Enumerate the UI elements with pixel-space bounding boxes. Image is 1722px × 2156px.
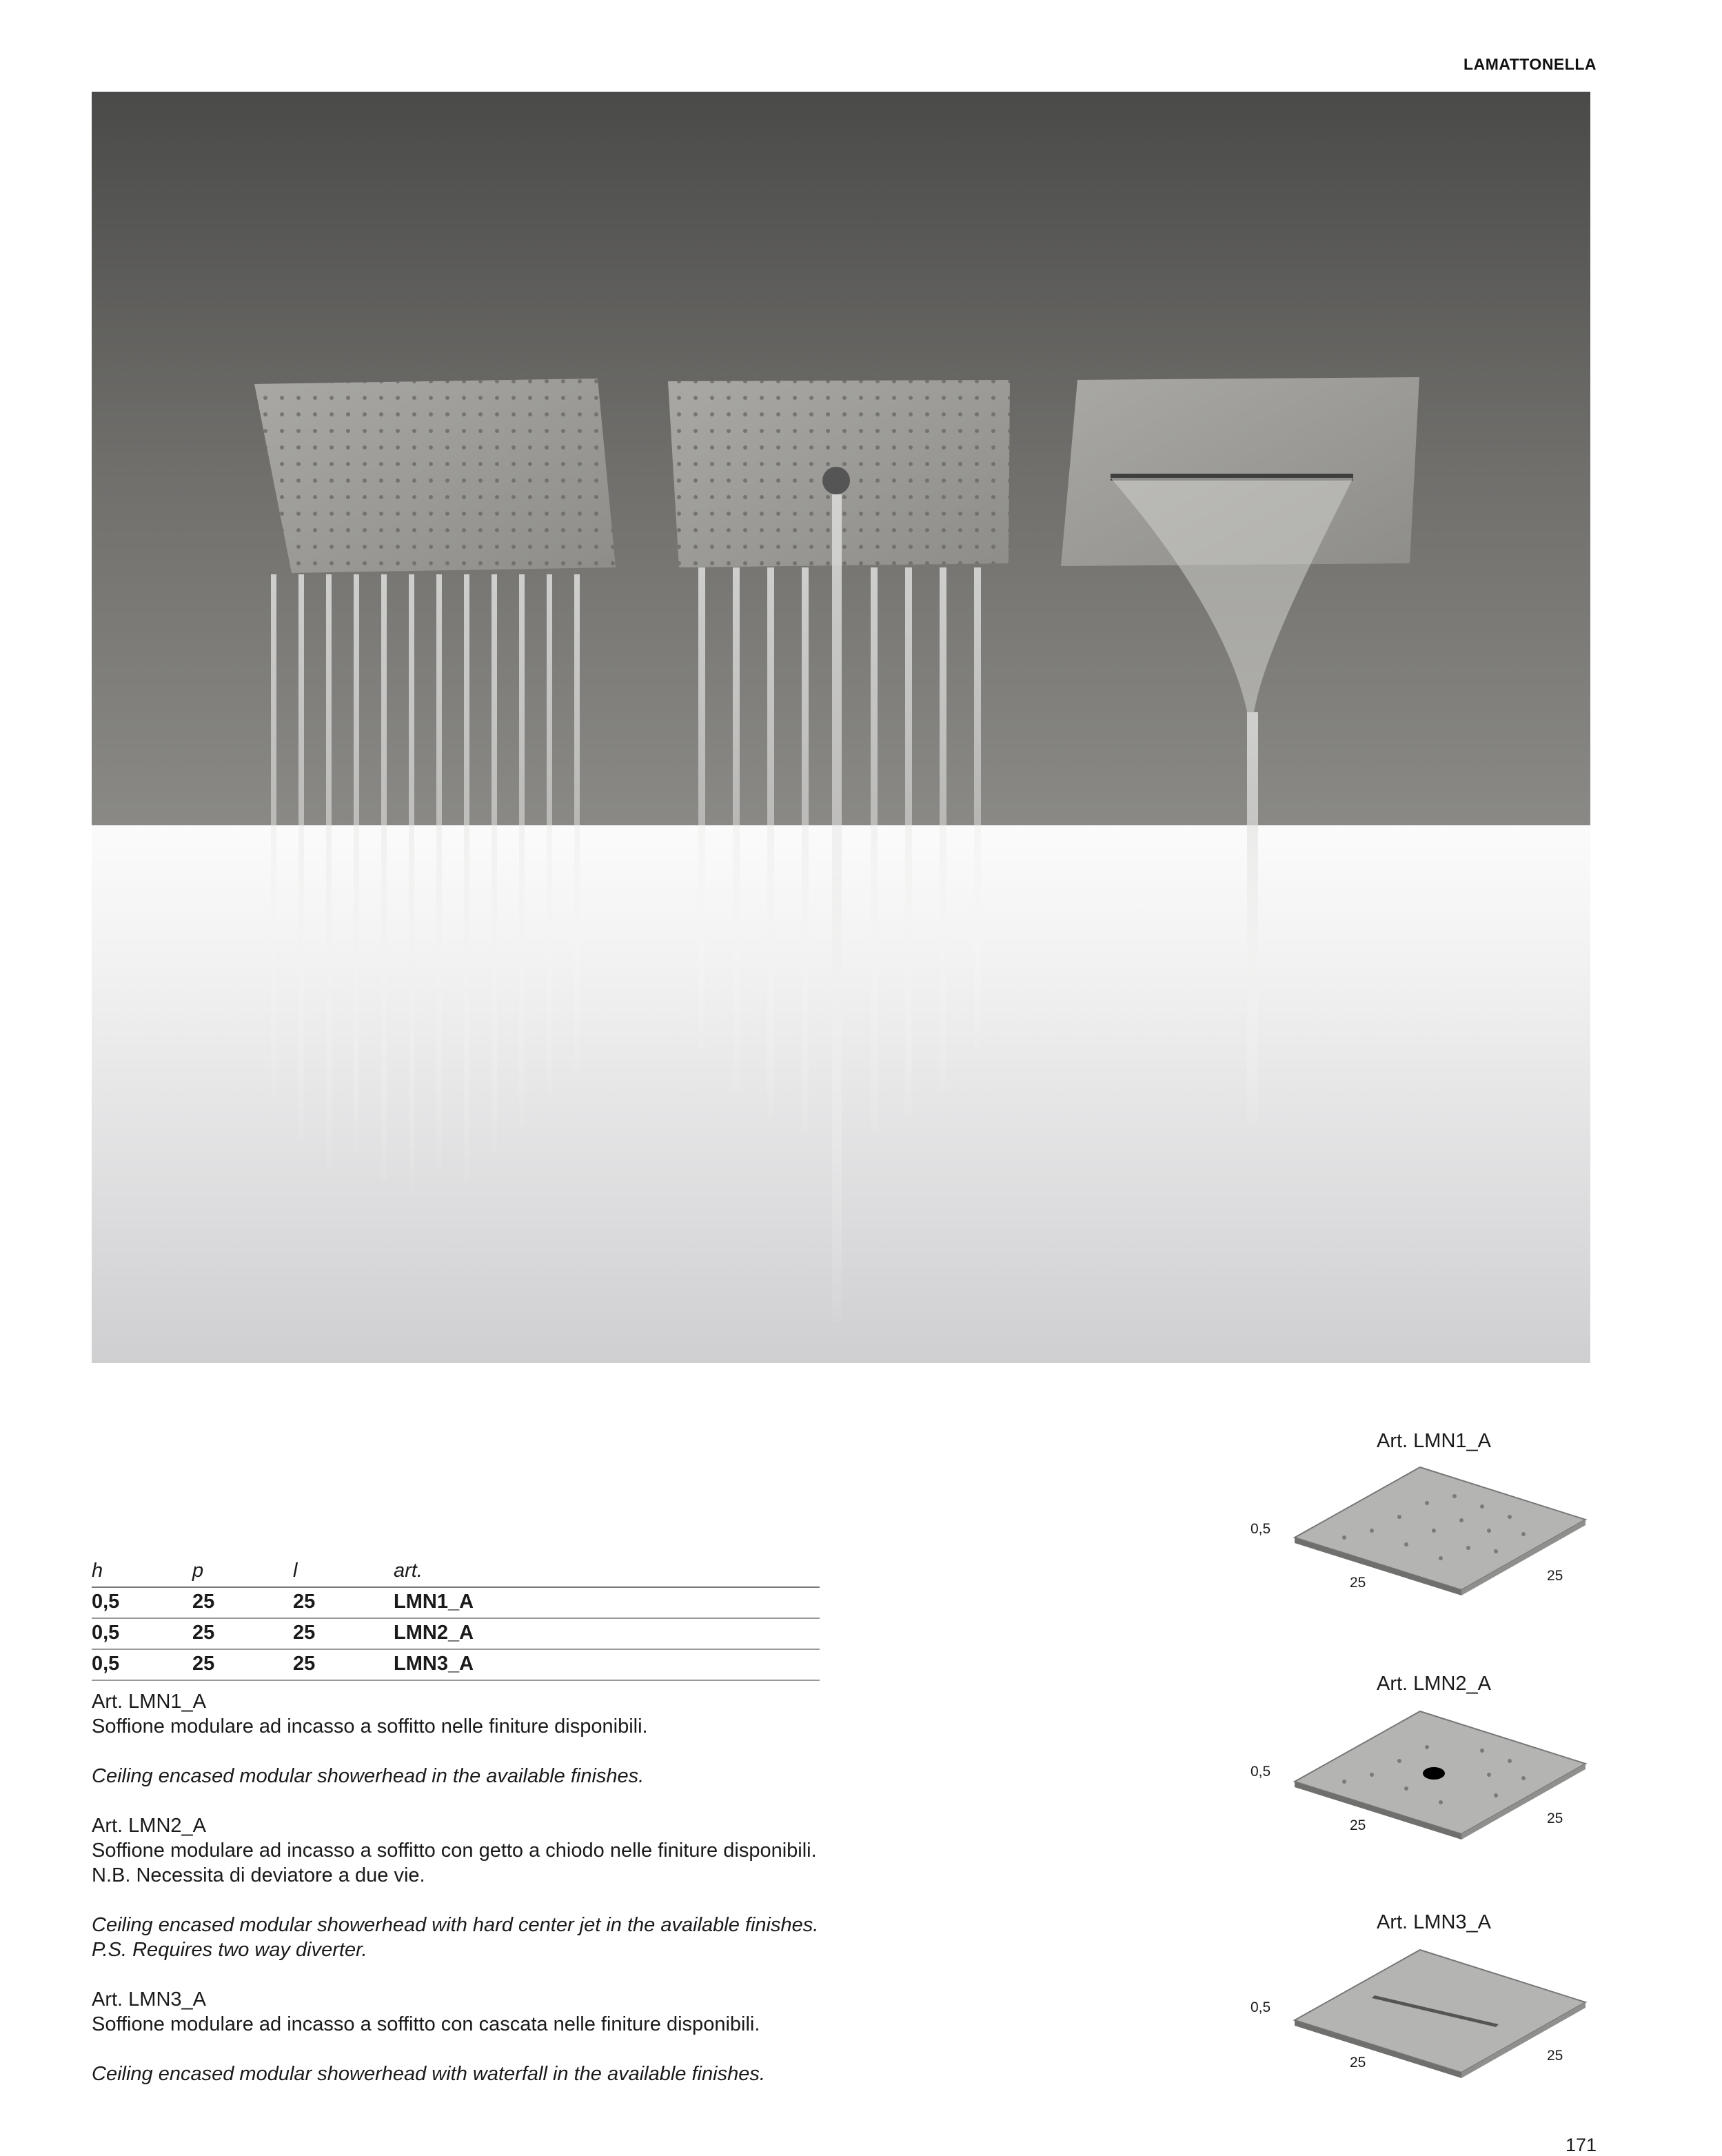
cell-art: LMN1_A — [394, 1587, 820, 1618]
cell-h: 0,5 — [92, 1649, 192, 1680]
description-art-label: Art. LMN2_A — [92, 1815, 206, 1837]
table-row — [92, 1649, 820, 1680]
description-italian — [92, 1714, 850, 1739]
cell-art: LMN3_A — [394, 1649, 820, 1680]
description-line: P.S. Requires two way diverter. — [92, 1939, 367, 1961]
cell-p: 25 — [192, 1618, 293, 1649]
table-row — [92, 1587, 820, 1618]
description-line: Ceiling encased modular showerhead in the available finishes. — [92, 1765, 645, 1787]
dimension-height: 0,5 — [1250, 1999, 1271, 2015]
cell-l: 25 — [293, 1649, 394, 1680]
description-line: Soffione modulare ad incasso a soffitto con getto a chiodo nelle finiture disponibili. — [92, 1840, 817, 1862]
col-header-p: p — [192, 1557, 293, 1587]
brand-name: LAMATTONELLA — [1463, 55, 1597, 73]
col-header-l: l — [293, 1557, 394, 1587]
description-lmn2 — [92, 1813, 850, 1962]
drawing-title: Art. LMN3_A — [1377, 1911, 1491, 1933]
description-line: N.B. Necessita di deviatore a due vie. — [92, 1864, 425, 1886]
dimension-width: 25 — [1350, 1817, 1366, 1833]
spec-table — [92, 1557, 820, 1681]
cell-l: 25 — [293, 1587, 394, 1618]
drawing-title: Art. LMN1_A — [1377, 1430, 1491, 1452]
description-art-label: Art. LMN3_A — [92, 1988, 206, 2011]
description-art-label: Art. LMN1_A — [92, 1691, 206, 1713]
col-header-h: h — [92, 1557, 192, 1587]
cell-p: 25 — [192, 1649, 293, 1680]
description-italian — [92, 2012, 850, 2037]
rain-showerhead-center-jet-icon — [1234, 1699, 1620, 1885]
drawing-lmn3 — [1234, 1937, 1620, 2124]
rain-showerhead-plate-icon — [1234, 1455, 1620, 1641]
dimension-width: 25 — [1350, 1575, 1366, 1591]
drawing-title: Art. LMN2_A — [1377, 1673, 1491, 1695]
page-number: 171 — [1565, 2135, 1597, 2155]
dimension-depth: 25 — [1547, 1568, 1563, 1584]
cell-p: 25 — [192, 1587, 293, 1618]
table-header-row — [92, 1557, 820, 1587]
cell-h: 0,5 — [92, 1618, 192, 1649]
col-header-art: art. — [394, 1557, 820, 1587]
product-descriptions — [92, 1689, 850, 2111]
description-english — [92, 1764, 850, 1789]
dimension-depth: 25 — [1547, 2048, 1563, 2064]
description-english — [92, 2062, 850, 2086]
description-line: Ceiling encased modular showerhead with hard center jet in the available finishes. — [92, 1914, 819, 1936]
description-line: Ceiling encased modular showerhead with waterfall in the available finishes. — [92, 2063, 765, 2085]
description-lmn3 — [92, 1987, 850, 2086]
description-italian — [92, 1838, 850, 1888]
three-ceiling-shower-heads-icon — [92, 92, 1590, 1363]
dimension-width: 25 — [1350, 2055, 1366, 2071]
cell-h: 0,5 — [92, 1587, 192, 1618]
dimension-height: 0,5 — [1250, 1521, 1271, 1537]
dimension-depth: 25 — [1547, 1811, 1563, 1826]
description-line: Soffione modulare ad incasso a soffitto con cascata nelle finiture disponibili. — [92, 2013, 760, 2035]
product-photo — [92, 92, 1590, 1363]
drawing-lmn1 — [1234, 1455, 1620, 1641]
waterfall-showerhead-icon — [1234, 1937, 1620, 2124]
description-line: Soffione modulare ad incasso a soffitto nelle finiture disponibili. — [92, 1715, 648, 1737]
description-lmn1 — [92, 1689, 850, 1789]
cell-l: 25 — [293, 1618, 394, 1649]
drawing-lmn2 — [1234, 1699, 1620, 1885]
table-row — [92, 1618, 820, 1649]
description-english — [92, 1913, 850, 1962]
dimension-height: 0,5 — [1250, 1764, 1271, 1780]
cell-art: LMN2_A — [394, 1618, 820, 1649]
